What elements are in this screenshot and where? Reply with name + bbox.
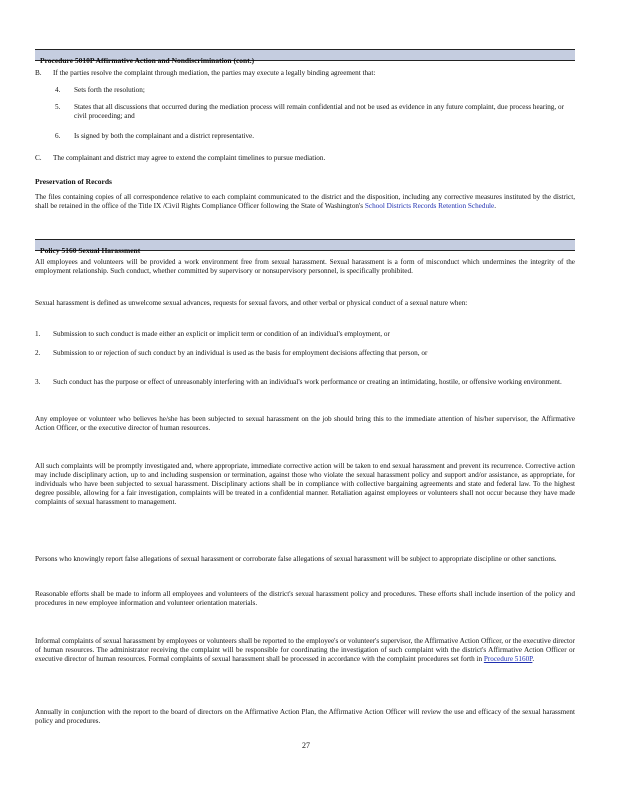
preservation-text: The files containing copies of all correspondence relative to each complaint communicated to the district and the disposition, including any corrective measures instituted by the district, shall be retained in the office of the Title IX /Civil Rights Compliance Officer following the State of Washington's xyxy=(35,193,575,211)
list-label-c: C. xyxy=(35,154,42,162)
paragraph-7 xyxy=(35,637,575,664)
list-number: 5. xyxy=(55,103,61,111)
paragraph-b: If the parties resolve the complaint through mediation, the parties may execute a legally binding agreement that: xyxy=(53,69,376,77)
list-item: Submission to such conduct is made either an explicit or implicit term or condition of an individual's employment, or xyxy=(53,330,390,338)
paragraph-7-end: . xyxy=(532,655,535,664)
procedure-5160p-link[interactable]: Procedure 5160P xyxy=(483,655,533,664)
paragraph-5: Persons who knowingly report false allegations of sexual harassment or corroborate false allegations of sexual harassment will be subject to appropriate discipline or other sanctions. xyxy=(35,555,557,563)
list-number: 3. xyxy=(35,378,41,386)
policy-header-title: Policy 5160 Sexual Harassment xyxy=(40,246,141,255)
paragraph-3: Any employee or volunteer who believes he/she has been subjected to sexual harassment on the job should bring this to the immediate attention of his/her supervisor, the Affirmative Action Officer, or the executive director of human resources. xyxy=(35,415,575,433)
paragraph-2: Sexual harassment is defined as unwelcome sexual advances, requests for sexual favors, and other verbal or physical conduct of a sexual nature when: xyxy=(35,299,468,307)
list-item: Is signed by both the complainant and a district representative. xyxy=(74,132,255,140)
list-number: 4. xyxy=(55,86,61,94)
preservation-end: . xyxy=(494,202,497,211)
paragraph-c: The complainant and district may agree to extend the complaint timelines to pursue mediation. xyxy=(53,154,326,162)
list-number: 2. xyxy=(35,349,41,357)
list-number: 1. xyxy=(35,330,41,338)
page-number: 27 xyxy=(302,741,310,750)
paragraph-6: Reasonable efforts shall be made to inform all employees and volunteers of the district's sexual harassment policy and procedures. These efforts shall include insertion of the policy and procedures in new employee information and volunteer orientation materials. xyxy=(35,590,575,608)
paragraph-4: All such complaints will be promptly investigated and, where appropriate, immediate corrective action will be taken to end sexual harassment and prevent its recurrence. Corrective action may include disciplinary action, up to and including suspension or termination, against those who violate the sexual harassment policy and support and/or assistance, as appropriate, for individuals who have been subjected to sexual harassment. Disciplinary actions shall be in compliance with collective bargaining agreements and state and federal law. To the highest degree possible, allowing for a fair investigation, complaints will be treated in a confidential manner. Retaliation against employees or volunteers shall not occur because they have made complaints of sexual harassment to management. xyxy=(35,462,575,507)
list-item: States that all discussions that occurred during the mediation process will remain confidential and not be used as evidence in any future complaint, due process hearing, or civil proceeding; and xyxy=(74,103,564,121)
policy-header-bar xyxy=(35,239,575,255)
section-title-preservation: Preservation of Records xyxy=(35,177,112,186)
list-item: Such conduct has the purpose or effect of unreasonably interfering with an individual's work performance or creating an intimidating, hostile, or offensive working environment. xyxy=(53,378,562,386)
procedure-header-title: Procedure 5010P Affirmative Action and Nondiscrimination (cont.) xyxy=(40,56,255,65)
list-label-b: B. xyxy=(35,69,42,77)
list-item: Sets forth the resolution; xyxy=(74,86,145,94)
list-number: 6. xyxy=(55,132,61,140)
paragraph-preservation xyxy=(35,193,575,211)
paragraph-7-text: Informal complaints of sexual harassment by employees or volunteers shall be reported to the employee's or volunteer's supervisor, the Affirmative Action Officer, or the executive director of human resources. The administrator receiving the complaint will be responsible for coordinating the investigation of such complaint with the district's Affirmative Action Officer or executive director of human resources. Formal complaints of sexual harassment shall be processed in accordance with the complaint procedures set forth in xyxy=(35,637,575,664)
procedure-header-bar xyxy=(35,49,575,65)
paragraph-1: All employees and volunteers will be provided a work environment free from sexual harassment. Sexual harassment is a form of misconduct which undermines the integrity of the employment relationship. Such conduct, whether committed by supervisory or nonsupervisory personnel, is specifically prohibited. xyxy=(35,258,575,276)
list-item: Submission to or rejection of such conduct by an individual is used as the basis for employment decisions affecting that person, or xyxy=(53,349,428,357)
records-retention-link[interactable]: School Districts Records Retention Schedule xyxy=(364,202,495,211)
paragraph-8: Annually in conjunction with the report to the board of directors on the Affirmative Action Plan, the Affirmative Action Officer will review the use and efficacy of the sexual harassment policy and procedures. xyxy=(35,708,575,726)
